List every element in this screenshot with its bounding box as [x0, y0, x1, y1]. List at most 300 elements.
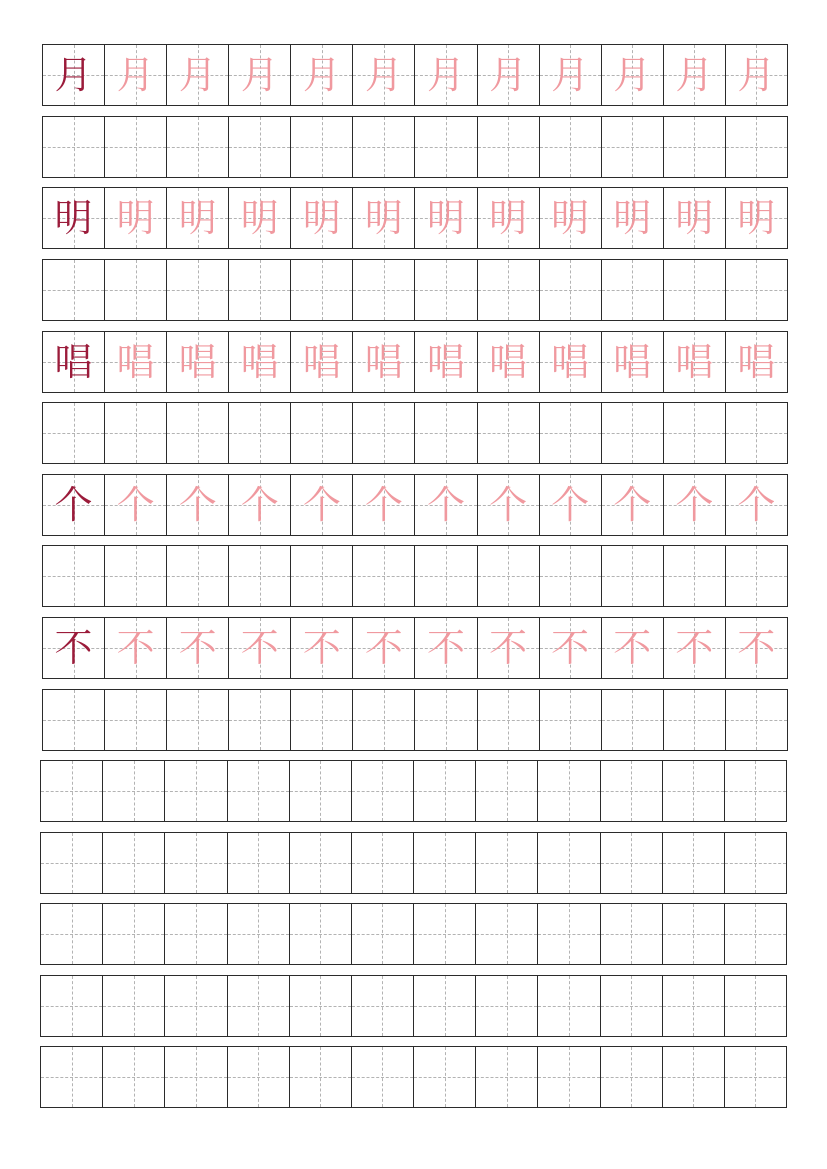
grid-cell [105, 45, 167, 105]
vertical-guide-line [74, 260, 75, 320]
vertical-guide-line [320, 1047, 321, 1107]
grid-cell [663, 904, 725, 964]
grid-cell [664, 403, 726, 463]
vertical-guide-line [631, 761, 632, 821]
trace-character: 唱 [302, 340, 341, 384]
grid-cell [664, 546, 726, 606]
grid-cell [725, 976, 786, 1036]
grid-cell [664, 690, 726, 750]
trace-character: 不 [116, 626, 155, 670]
grid-cell [540, 475, 602, 535]
grid-cell [664, 475, 726, 535]
vertical-guide-line [694, 403, 695, 463]
vertical-guide-line [72, 761, 73, 821]
grid-cell [538, 761, 600, 821]
trace-character: 唱 [427, 340, 466, 384]
grid-cell [414, 904, 476, 964]
vertical-guide-line [569, 904, 570, 964]
grid-cell [291, 188, 353, 248]
grid-cell [41, 976, 103, 1036]
grid-cell [229, 117, 291, 177]
vertical-guide-line [198, 260, 199, 320]
grid-cell [602, 475, 664, 535]
trace-character: 明 [302, 196, 341, 240]
grid-cell [105, 188, 167, 248]
grid-cell [540, 403, 602, 463]
vertical-guide-line [508, 403, 509, 463]
trace-character: 月 [302, 53, 341, 97]
model-character: 月 [54, 53, 93, 97]
grid-cell [165, 976, 227, 1036]
grid-cell [229, 260, 291, 320]
vertical-guide-line [446, 403, 447, 463]
trace-character: 个 [178, 483, 217, 527]
grid-cell [538, 904, 600, 964]
vertical-guide-line [322, 690, 323, 750]
practice-row [42, 116, 788, 178]
trace-character: 唱 [178, 340, 217, 384]
vertical-guide-line [755, 1047, 756, 1107]
grid-cell [540, 188, 602, 248]
trace-character: 个 [551, 483, 590, 527]
grid-cell [291, 117, 353, 177]
grid-cell [540, 45, 602, 105]
grid-cell [228, 833, 290, 893]
grid-cell [41, 1047, 103, 1107]
grid-cell [478, 332, 540, 392]
grid-cell [353, 546, 415, 606]
grid-cell [538, 976, 600, 1036]
grid-cell [43, 332, 105, 392]
practice-row [40, 903, 787, 965]
grid-cell [229, 546, 291, 606]
trace-character: 月 [116, 53, 155, 97]
grid-cell [167, 260, 229, 320]
vertical-guide-line [198, 546, 199, 606]
model-character: 个 [54, 483, 93, 527]
grid-cell [353, 475, 415, 535]
grid-cell [291, 403, 353, 463]
grid-cell [43, 403, 105, 463]
trace-character: 唱 [613, 340, 652, 384]
grid-cell [540, 260, 602, 320]
grid-cell [103, 904, 165, 964]
vertical-guide-line [136, 403, 137, 463]
vertical-guide-line [755, 833, 756, 893]
grid-cell [291, 45, 353, 105]
trace-character: 个 [613, 483, 652, 527]
vertical-guide-line [320, 904, 321, 964]
grid-cell [353, 260, 415, 320]
model-character: 明 [54, 196, 93, 240]
vertical-guide-line [507, 976, 508, 1036]
grid-cell [478, 117, 540, 177]
grid-cell [726, 332, 787, 392]
grid-cell [165, 761, 227, 821]
grid-cell [664, 618, 726, 678]
grid-cell [352, 1047, 414, 1107]
trace-character: 个 [675, 483, 714, 527]
grid-cell [602, 332, 664, 392]
vertical-guide-line [756, 117, 757, 177]
vertical-guide-line [382, 761, 383, 821]
vertical-guide-line [755, 976, 756, 1036]
vertical-guide-line [196, 833, 197, 893]
grid-cell [476, 1047, 538, 1107]
trace-character: 个 [302, 483, 341, 527]
trace-character: 月 [737, 53, 776, 97]
grid-cell [601, 761, 663, 821]
grid-cell [478, 690, 540, 750]
trace-character: 月 [178, 53, 217, 97]
grid-cell [103, 833, 165, 893]
vertical-guide-line [755, 904, 756, 964]
vertical-guide-line [693, 761, 694, 821]
character-row [42, 617, 788, 679]
grid-cell [43, 618, 105, 678]
grid-cell [290, 833, 352, 893]
practice-row [40, 760, 787, 822]
grid-cell [353, 332, 415, 392]
vertical-guide-line [508, 117, 509, 177]
trace-character: 明 [551, 196, 590, 240]
vertical-guide-line [72, 1047, 73, 1107]
grid-cell [726, 403, 787, 463]
vertical-guide-line [693, 1047, 694, 1107]
vertical-guide-line [631, 1047, 632, 1107]
grid-cell [415, 117, 477, 177]
grid-cell [41, 904, 103, 964]
vertical-guide-line [258, 761, 259, 821]
grid-cell [165, 833, 227, 893]
vertical-guide-line [258, 976, 259, 1036]
grid-cell [291, 546, 353, 606]
grid-cell [105, 546, 167, 606]
grid-cell [663, 761, 725, 821]
vertical-guide-line [382, 976, 383, 1036]
grid-cell [103, 976, 165, 1036]
grid-cell [414, 976, 476, 1036]
grid-cell [725, 833, 786, 893]
grid-cell [415, 45, 477, 105]
grid-cell [167, 45, 229, 105]
grid-cell [415, 546, 477, 606]
grid-cell [352, 833, 414, 893]
vertical-guide-line [322, 403, 323, 463]
vertical-guide-line [384, 403, 385, 463]
vertical-guide-line [569, 976, 570, 1036]
character-row [42, 187, 788, 249]
vertical-guide-line [508, 260, 509, 320]
grid-cell [353, 188, 415, 248]
grid-cell [725, 761, 786, 821]
vertical-guide-line [446, 690, 447, 750]
grid-cell [103, 761, 165, 821]
grid-cell [105, 117, 167, 177]
trace-character: 不 [551, 626, 590, 670]
vertical-guide-line [693, 976, 694, 1036]
practice-row [42, 689, 788, 751]
vertical-guide-line [384, 260, 385, 320]
grid-cell [540, 546, 602, 606]
vertical-guide-line [570, 690, 571, 750]
trace-character: 明 [675, 196, 714, 240]
practice-row [42, 402, 788, 464]
grid-cell [664, 188, 726, 248]
vertical-guide-line [570, 546, 571, 606]
grid-cell [167, 332, 229, 392]
vertical-guide-line [198, 117, 199, 177]
vertical-guide-line [136, 546, 137, 606]
grid-cell [478, 618, 540, 678]
grid-cell [478, 45, 540, 105]
trace-character: 不 [178, 626, 217, 670]
vertical-guide-line [320, 976, 321, 1036]
trace-character: 个 [116, 483, 155, 527]
trace-character: 月 [613, 53, 652, 97]
vertical-guide-line [570, 260, 571, 320]
grid-cell [415, 475, 477, 535]
vertical-guide-line [631, 976, 632, 1036]
grid-cell [105, 260, 167, 320]
grid-cell [726, 45, 787, 105]
grid-cell [290, 761, 352, 821]
trace-character: 不 [675, 626, 714, 670]
vertical-guide-line [322, 117, 323, 177]
model-character: 不 [54, 626, 93, 670]
grid-cell [103, 1047, 165, 1107]
grid-cell [291, 618, 353, 678]
trace-character: 个 [427, 483, 466, 527]
vertical-guide-line [258, 904, 259, 964]
vertical-guide-line [74, 690, 75, 750]
grid-cell [602, 546, 664, 606]
trace-character: 个 [240, 483, 279, 527]
vertical-guide-line [445, 761, 446, 821]
trace-character: 唱 [240, 340, 279, 384]
grid-cell [167, 403, 229, 463]
grid-cell [602, 188, 664, 248]
grid-cell [43, 690, 105, 750]
grid-cell [726, 546, 787, 606]
grid-cell [476, 761, 538, 821]
vertical-guide-line [382, 833, 383, 893]
grid-cell [726, 260, 787, 320]
vertical-guide-line [260, 546, 261, 606]
trace-character: 明 [240, 196, 279, 240]
grid-cell [165, 1047, 227, 1107]
trace-character: 个 [737, 483, 776, 527]
vertical-guide-line [382, 1047, 383, 1107]
vertical-guide-line [446, 546, 447, 606]
vertical-guide-line [631, 904, 632, 964]
trace-character: 个 [364, 483, 403, 527]
vertical-guide-line [134, 904, 135, 964]
vertical-guide-line [320, 833, 321, 893]
grid-cell [414, 833, 476, 893]
grid-cell [229, 618, 291, 678]
grid-cell [540, 332, 602, 392]
grid-cell [726, 475, 787, 535]
vertical-guide-line [756, 260, 757, 320]
vertical-guide-line [196, 904, 197, 964]
grid-cell [664, 260, 726, 320]
vertical-guide-line [260, 260, 261, 320]
trace-character: 唱 [675, 340, 714, 384]
vertical-guide-line [134, 976, 135, 1036]
trace-character: 明 [427, 196, 466, 240]
vertical-guide-line [134, 1047, 135, 1107]
grid-cell [664, 117, 726, 177]
grid-cell [353, 45, 415, 105]
grid-cell [353, 117, 415, 177]
vertical-guide-line [384, 117, 385, 177]
grid-cell [105, 403, 167, 463]
vertical-guide-line [570, 403, 571, 463]
vertical-guide-line [445, 976, 446, 1036]
grid-cell [43, 260, 105, 320]
grid-cell [228, 904, 290, 964]
grid-cell [291, 332, 353, 392]
trace-character: 月 [240, 53, 279, 97]
vertical-guide-line [694, 546, 695, 606]
vertical-guide-line [382, 904, 383, 964]
grid-cell [228, 976, 290, 1036]
grid-cell [726, 117, 787, 177]
vertical-guide-line [136, 690, 137, 750]
grid-cell [415, 332, 477, 392]
vertical-guide-line [570, 117, 571, 177]
practice-row [40, 975, 787, 1037]
trace-character: 明 [364, 196, 403, 240]
character-row [42, 331, 788, 393]
vertical-guide-line [260, 690, 261, 750]
vertical-guide-line [322, 546, 323, 606]
grid-cell [725, 1047, 786, 1107]
vertical-guide-line [694, 260, 695, 320]
grid-cell [228, 761, 290, 821]
vertical-guide-line [320, 761, 321, 821]
vertical-guide-line [136, 260, 137, 320]
grid-cell [602, 260, 664, 320]
vertical-guide-line [756, 690, 757, 750]
grid-cell [291, 690, 353, 750]
trace-character: 唱 [116, 340, 155, 384]
vertical-guide-line [569, 1047, 570, 1107]
trace-character: 不 [613, 626, 652, 670]
practice-row [40, 832, 787, 894]
grid-cell [538, 1047, 600, 1107]
vertical-guide-line [631, 833, 632, 893]
practice-row [42, 545, 788, 607]
grid-cell [602, 45, 664, 105]
vertical-guide-line [632, 546, 633, 606]
grid-cell [105, 618, 167, 678]
vertical-guide-line [632, 690, 633, 750]
vertical-guide-line [196, 1047, 197, 1107]
vertical-guide-line [74, 117, 75, 177]
grid-cell [43, 546, 105, 606]
grid-cell [414, 761, 476, 821]
trace-character: 唱 [551, 340, 590, 384]
vertical-guide-line [755, 761, 756, 821]
trace-character: 月 [489, 53, 528, 97]
grid-cell [476, 904, 538, 964]
vertical-guide-line [693, 904, 694, 964]
grid-cell [229, 45, 291, 105]
vertical-guide-line [693, 833, 694, 893]
vertical-guide-line [632, 117, 633, 177]
grid-cell [352, 976, 414, 1036]
trace-character: 唱 [364, 340, 403, 384]
vertical-guide-line [694, 690, 695, 750]
grid-cell [476, 833, 538, 893]
trace-character: 月 [364, 53, 403, 97]
grid-cell [540, 117, 602, 177]
vertical-guide-line [258, 1047, 259, 1107]
vertical-guide-line [507, 904, 508, 964]
trace-character: 明 [489, 196, 528, 240]
trace-character: 明 [116, 196, 155, 240]
trace-character: 明 [178, 196, 217, 240]
grid-cell [352, 904, 414, 964]
grid-cell [229, 403, 291, 463]
grid-cell [726, 690, 787, 750]
grid-cell [601, 1047, 663, 1107]
vertical-guide-line [134, 761, 135, 821]
vertical-guide-line [756, 403, 757, 463]
grid-cell [353, 618, 415, 678]
grid-cell [415, 188, 477, 248]
grid-cell [726, 618, 787, 678]
trace-character: 明 [737, 196, 776, 240]
model-character: 唱 [54, 340, 93, 384]
trace-character: 不 [489, 626, 528, 670]
grid-cell [353, 690, 415, 750]
trace-character: 唱 [737, 340, 776, 384]
grid-cell [167, 475, 229, 535]
grid-cell [601, 976, 663, 1036]
grid-cell [663, 1047, 725, 1107]
grid-cell [41, 761, 103, 821]
vertical-guide-line [569, 833, 570, 893]
vertical-guide-line [384, 546, 385, 606]
vertical-guide-line [74, 403, 75, 463]
vertical-guide-line [445, 904, 446, 964]
grid-cell [478, 546, 540, 606]
grid-cell [476, 976, 538, 1036]
vertical-guide-line [72, 976, 73, 1036]
vertical-guide-line [72, 904, 73, 964]
trace-character: 个 [489, 483, 528, 527]
trace-character: 不 [364, 626, 403, 670]
grid-cell [602, 403, 664, 463]
vertical-guide-line [384, 690, 385, 750]
grid-cell [478, 475, 540, 535]
grid-cell [415, 690, 477, 750]
trace-character: 不 [302, 626, 341, 670]
vertical-guide-line [569, 761, 570, 821]
practice-row [40, 1046, 787, 1108]
vertical-guide-line [196, 976, 197, 1036]
vertical-guide-line [508, 546, 509, 606]
character-row [42, 44, 788, 106]
vertical-guide-line [446, 260, 447, 320]
vertical-guide-line [632, 403, 633, 463]
grid-cell [43, 117, 105, 177]
grid-cell [229, 690, 291, 750]
vertical-guide-line [322, 260, 323, 320]
